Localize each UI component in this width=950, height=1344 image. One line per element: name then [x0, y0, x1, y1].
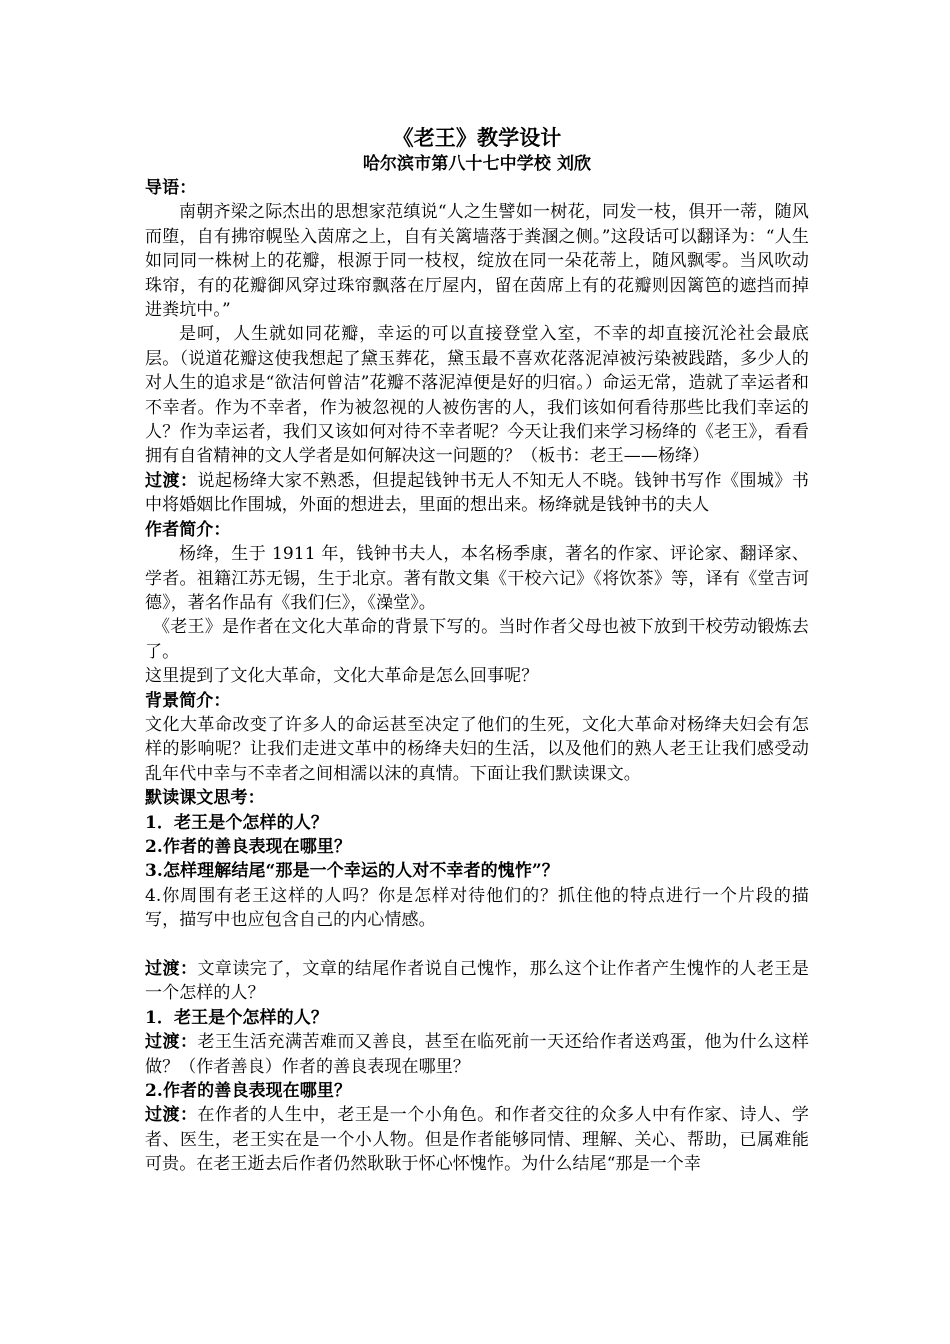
- document-subtitle: 哈尔滨市第八十七中学校 刘欣: [362, 154, 592, 174]
- question-4: 4.你周围有老王这样的人吗？你是怎样对待他们的？抓住他的特点进行一个片段的描写，描写中也应包含自己的内心情感。: [145, 885, 809, 931]
- background-heading: 背景简介：: [145, 690, 231, 711]
- transition-label: 过渡：: [145, 958, 198, 979]
- transition-text: 说起杨绛大家不熟悉，但提起钱钟书无人不知无人不晓。钱钟书写作《围城》书中将婚姻比作围城，外面的想进去，里面的想出来。杨绛就是钱钟书的夫人: [145, 470, 809, 516]
- question-3: 3.怎样理解结尾“那是一个幸运的人对不幸者的愧怍”？: [145, 861, 559, 882]
- intro-heading: 导语：: [145, 178, 197, 198]
- question-2-repeat: 2.作者的善良表现在哪里？: [145, 1081, 352, 1102]
- transition-paragraph-2: [145, 957, 809, 1006]
- transition-paragraph-1: [145, 469, 809, 518]
- blank-line: [145, 933, 809, 957]
- document-page: [145, 124, 809, 1177]
- intro-paragraph-1: 南朝齐梁之际杰出的思想家范缜说“人之生譬如一树花，同发一枝，俱开一蒂，随风而堕，自有拂帘幌坠入茵席之上，自有关篱墙落于粪溷之侧。”这段话可以翻译为：“人生如同同一株树上的花瓣，根源于同一枝杈，绽放在同一朵花蒂上，随风飘零。当风吹动珠帘，有的花瓣御风穿过珠帘飘落在厅屋内，留在茵席上有的花瓣则因篱笆的遮挡而掉进粪坑中。”: [145, 202, 809, 321]
- transition-paragraph-4: [145, 1103, 809, 1176]
- transition-label: 过渡：: [145, 470, 198, 491]
- author-paragraph-2: 《老王》是作者在文化大革命的背景下写的。当时作者父母也被下放到干校劳动锻炼去了。: [145, 617, 809, 662]
- author-paragraph-1: 杨绛，生于 1911 年，钱钟书夫人，本名杨季康，著名的作家、评论家、翻译家、学者。祖籍江苏无锡，生于北京。著有散文集《干校六记》《将饮茶》等，译有《堂吉诃德》，著名作品有《我们仨》，《澡堂》。: [145, 544, 809, 613]
- question-1: 1．老王是个怎样的人？: [145, 812, 328, 833]
- reading-heading: 默读课文思考：: [145, 788, 265, 809]
- transition-text: 在作者的人生中，老王是一个小角色。和作者交往的众多人中有作家、诗人、学者、医生，老王实在是一个小人物。但是作者能够同情、理解、关心、帮助，已属难能可贵。在老王逝去后作者仍然耿耿于怀心怀愧怍。为什么结尾“那是一个幸: [145, 1105, 809, 1175]
- transition-paragraph-3: [145, 1030, 809, 1079]
- background-paragraph: 文化大革命改变了许多人的命运甚至决定了他们的生死，文化大革命对杨绛夫妇会有怎样的影响呢？让我们走进文革中的杨绛夫妇的生活，以及他们的熟人老王让我们感受动乱年代中幸与不幸者之间相濡以沫的真情。下面让我们默读课文。: [145, 714, 809, 784]
- question-2: 2.作者的善良表现在哪里？: [145, 836, 352, 857]
- intro-paragraph-2: 是呵，人生就如同花瓣，幸运的可以直接登堂入室，不幸的却直接沉沦社会最底层。（说道花瓣这使我想起了黛玉葬花，黛玉最不喜欢花落泥淖被污染被践踏，多少人的对人生的追求是“欲洁何曾洁”花瓣不落泥淖便是好的归宿。）命运无常，造就了幸运者和不幸者。作为不幸者，作为被忽视的人被伤害的人，我们该如何看待那些比我们幸运的人？作为幸运者，我们又该如何对待不幸者呢？今天让我们来学习杨绛的《老王》，看看拥有自省精神的文人学者是如何解决这一问题的？（板书：老王——杨绛）: [145, 324, 809, 467]
- transition-label: 过渡：: [145, 1105, 198, 1126]
- author-heading: 作者简介：: [145, 519, 231, 540]
- transition-label: 过渡：: [145, 1032, 198, 1053]
- author-paragraph-3: 这里提到了文化大革命，文化大革命是怎么回事呢？: [145, 666, 539, 687]
- transition-text: 老王生活充满苦难而又善良，甚至在临死前一天还给作者送鸡蛋，他为什么这样做？（作者善良）作者的善良表现在哪里？: [145, 1032, 809, 1077]
- document-title: 《老王》教学设计: [392, 125, 562, 150]
- question-1-repeat: 1．老王是个怎样的人？: [145, 1007, 328, 1028]
- transition-text: 文章读完了，文章的结尾作者说自己愧怍，那么这个让作者产生愧怍的人老王是一个怎样的人？: [145, 958, 809, 1004]
